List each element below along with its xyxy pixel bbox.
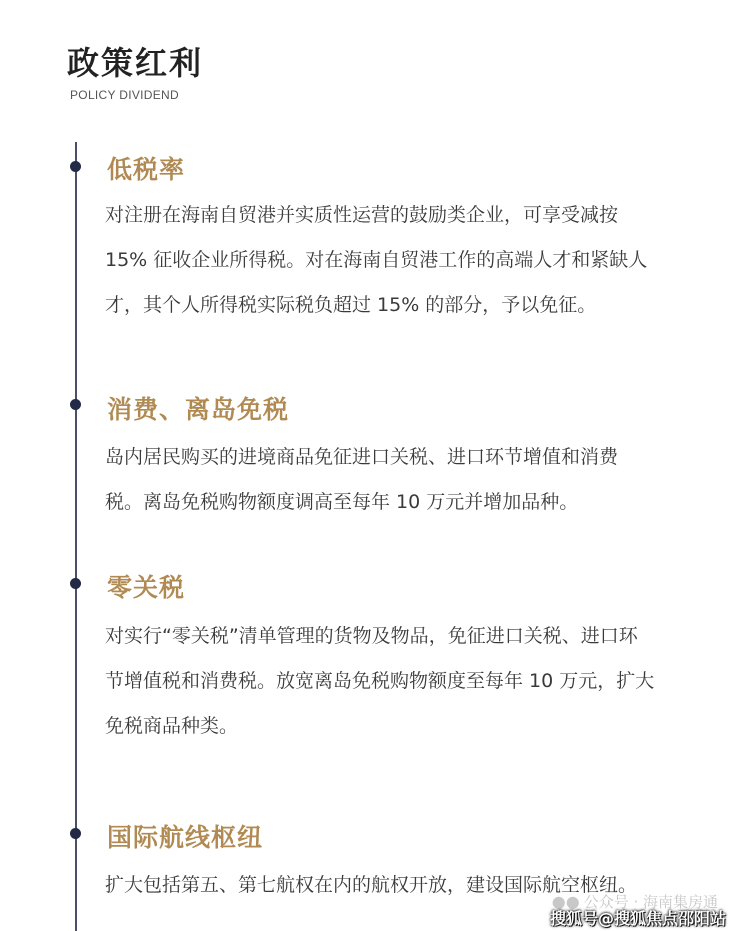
wechat-account-label: 公众号 · 海南集房通 <box>583 893 718 911</box>
timeline-dot <box>70 399 81 410</box>
page-title: 政策红利 <box>67 44 204 82</box>
body-line: 岛内居民购买的进境商品免征进口关税、进口环节增值和消费 <box>105 446 619 468</box>
timeline-dot <box>70 828 81 839</box>
body-line: 税。离岛免税购物额度调高至每年 10 万元并增加品种。 <box>105 491 579 513</box>
section-body <box>105 435 705 525</box>
body-line: 节增值税和消费税。放宽离岛免税购物额度至每年 10 万元，扩大 <box>105 670 655 692</box>
section-body <box>105 614 705 749</box>
section-heading: 消费、离岛免税 <box>107 395 290 424</box>
body-line: 免税商品种类。 <box>105 715 239 737</box>
body-line: 对实行“零关税”清单管理的货物及物品，免征进口关税、进口环 <box>105 625 638 647</box>
body-line: 对注册在海南自贸港并实质性运营的鼓励类企业，可享受减按 <box>105 204 619 226</box>
body-line: 才，其个人所得税实际税负超过 15% 的部分，予以免征。 <box>105 294 597 316</box>
section-body <box>105 193 705 328</box>
body-line: 扩大包括第五、第七航权在内的航权开放，建设国际航空枢纽。 <box>105 874 638 896</box>
page-subtitle: POLICY DIVIDEND <box>70 88 179 102</box>
timeline-line <box>75 142 77 931</box>
section-heading: 低税率 <box>107 155 186 184</box>
section-heading: 零关税 <box>107 573 186 602</box>
timeline-dot <box>70 578 81 589</box>
body-line: 15% 征收企业所得税。对在海南自贸港工作的高端人才和紧缺人 <box>105 249 648 271</box>
sohu-watermark: 搜狐号@搜狐焦点邵阳站 <box>549 909 726 928</box>
timeline-dot <box>70 161 81 172</box>
section-heading: 国际航线枢纽 <box>107 823 264 852</box>
wechat-icon: ●● <box>551 892 580 911</box>
